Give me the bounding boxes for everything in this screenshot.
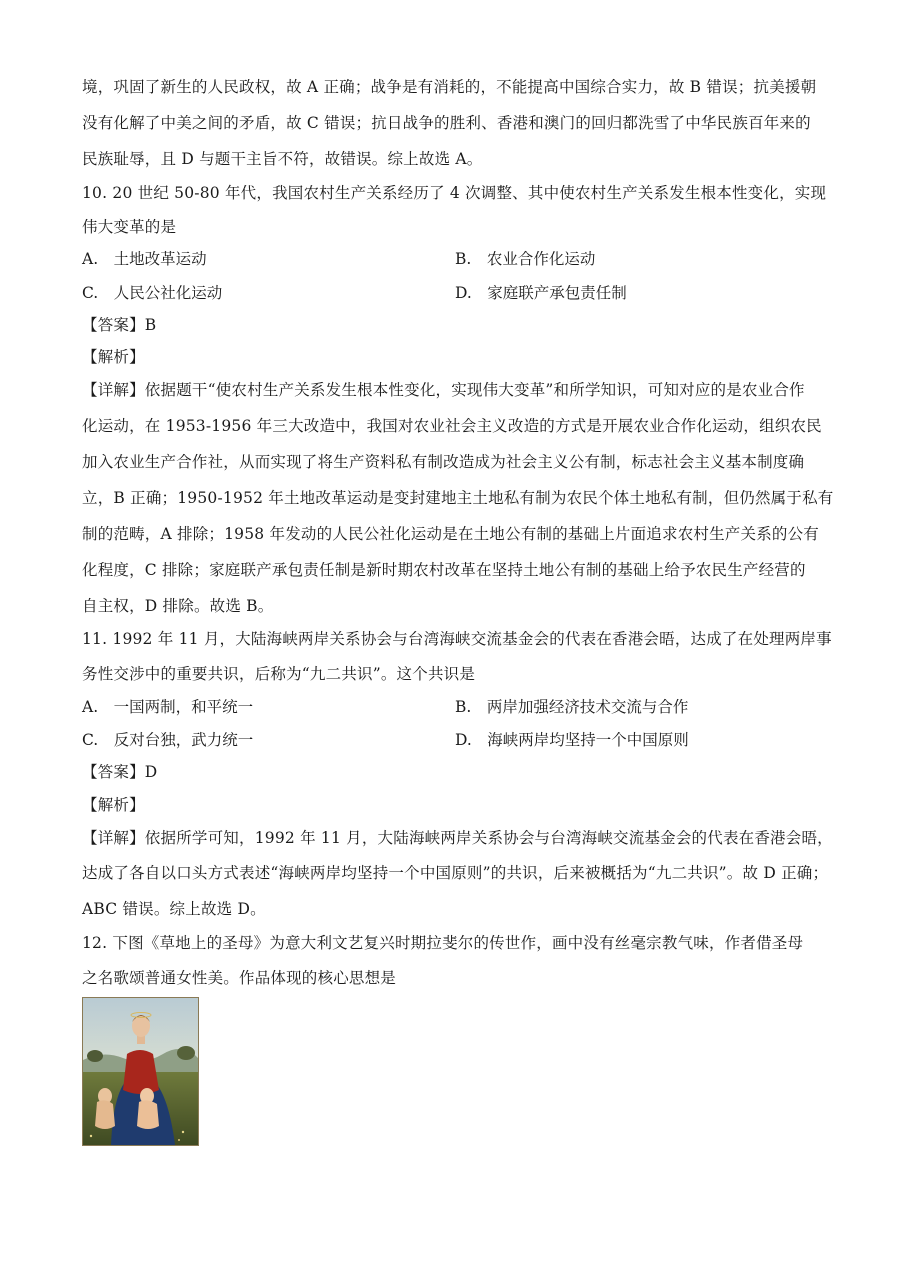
q10-stem-line-2: 伟大变革的是 <box>82 218 177 236</box>
q10-option-c: C. 人民公社化运动 <box>82 284 223 302</box>
q11-option-b: B. 两岸加强经济技术交流与合作 <box>455 698 689 716</box>
q10-analysis-label: 【解析】 <box>82 348 145 366</box>
q10-option-b: B. 农业合作化运动 <box>455 250 596 268</box>
q11-stem-line-2: 务性交涉中的重要共识，后称为“九二共识”。这个共识是 <box>82 665 476 683</box>
q10-answer: 【答案】B <box>82 316 157 334</box>
q10-option-a: A. 土地改革运动 <box>82 250 207 268</box>
q12-stem-line-1: 12. 下图《草地上的圣母》为意大利文艺复兴时期拉斐尔的传世作，画中没有丝毫宗教气味，作者借圣母 <box>82 934 804 952</box>
q10-option-d: D. 家庭联产承包责任制 <box>455 284 627 302</box>
q11-detail-line-3: ABC 错误。综上故选 D。 <box>82 900 266 918</box>
q10-detail-line-7: 自主权，D 排除。故选 B。 <box>82 597 274 615</box>
q11-detail-line-2: 达成了各自以口头方式表述“海峡两岸均坚持一个中国原则”的共识，后来被概括为“九二共识”。故 D 正确； <box>82 864 829 882</box>
madonna-painting-image <box>82 997 199 1146</box>
q10-detail-line-2: 化运动，在 1953-1956 年三大改造中，我国对农业社会主义改造的方式是开展农业合作化运动，组织农民 <box>82 417 822 435</box>
q10-stem-line-1: 10. 20 世纪 50-80 年代，我国农村生产关系经历了 4 次调整、其中使农村生产关系发生根本性变化，实现 <box>82 184 827 202</box>
q11-detail-line-1: 【详解】依据所学可知，1992 年 11 月，大陆海峡两岸关系协会与台湾海峡交流基金会的代表在香港会晤， <box>82 829 833 847</box>
prev-explanation-line-3: 民族耻辱，且 D 与题干主旨不符，故错误。综上故选 A。 <box>82 150 483 168</box>
q11-analysis-label: 【解析】 <box>82 796 145 814</box>
q11-stem-line-1: 11. 1992 年 11 月，大陆海峡两岸关系协会与台湾海峡交流基金会的代表在香港会晤，达成了在处理两岸事 <box>82 630 832 648</box>
q10-detail-line-5: 制的范畴，A 排除；1958 年发动的人民公社化运动是在土地公有制的基础上片面追求农村生产关系的公有 <box>82 525 819 543</box>
q10-detail-line-1: 【详解】依据题干“使农村生产关系发生根本性变化，实现伟大变革”和所学知识，可知对应的是农业合作 <box>82 381 805 399</box>
q11-option-a: A. 一国两制，和平统一 <box>82 698 254 716</box>
q11-answer: 【答案】D <box>82 763 158 781</box>
q12-stem-line-2: 之名歌颂普通女性美。作品体现的核心思想是 <box>82 969 397 987</box>
prev-explanation-line-1: 境，巩固了新生的人民政权，故 A 正确；战争是有消耗的，不能提高中国综合实力，故 B 错误；抗美援朝 <box>82 78 817 96</box>
q11-option-d: D. 海峡两岸均坚持一个中国原则 <box>455 731 689 749</box>
q11-option-c: C. 反对台独，武力统一 <box>82 731 254 749</box>
prev-explanation-line-2: 没有化解了中美之间的矛盾，故 C 错误；抗日战争的胜利、香港和澳门的回归都洗雪了中华民族百年来的 <box>82 114 811 132</box>
q10-detail-line-6: 化程度，C 排除；家庭联产承包责任制是新时期农村改革在坚持土地公有制的基础上给予农民生产经营的 <box>82 561 806 579</box>
q10-detail-line-4: 立，B 正确；1950-1952 年土地改革运动是变封建地主土地私有制为农民个体土地私有制，但仍然属于私有 <box>82 489 834 507</box>
q10-detail-line-3: 加入农业生产合作社，从而实现了将生产资料私有制改造成为社会主义公有制，标志社会主义基本制度确 <box>82 453 805 471</box>
